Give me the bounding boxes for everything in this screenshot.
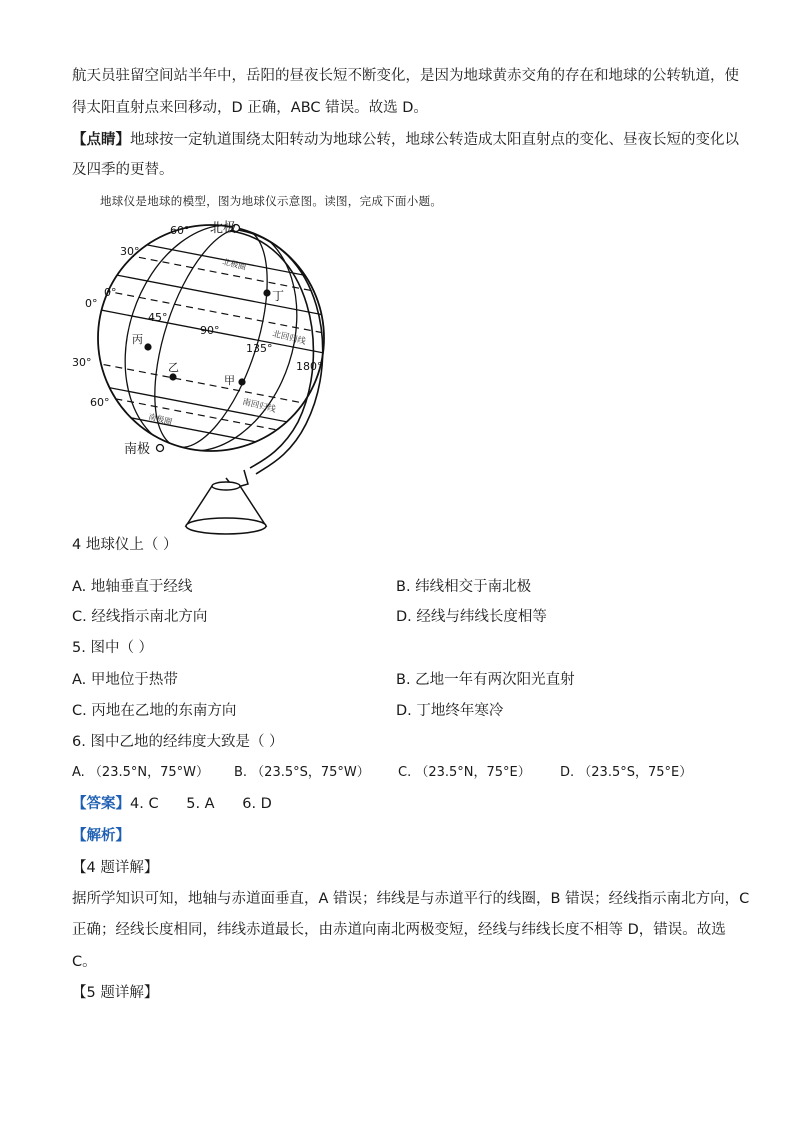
lon-90-label: 90°: [200, 324, 220, 337]
intro-line-1: 航天员驻留空间站半年中，岳阳的昼夜长短不断变化，是因为地球黄赤交角的存在和地球的公转轨道，使: [72, 68, 739, 84]
answer-tag: 【答案】: [72, 796, 130, 812]
detail4-line-1: 据所学知识可知，地轴与赤道面垂直，A 错误；纬线是与赤道平行的线圈，B 错误；经线指示南北方向，C: [72, 891, 750, 907]
north-pole-label: 北极: [210, 221, 237, 236]
point-yi-label: 乙: [168, 361, 179, 374]
point-jia-dot: [238, 378, 245, 385]
dianjing-tag: 【点睛】: [72, 132, 130, 148]
point-ding-label: 丁: [272, 289, 285, 303]
q4-option-d: D. 经线与纬线长度相等: [396, 609, 547, 625]
q4-option-a: A. 地轴垂直于经线: [72, 579, 193, 595]
q6-stem: 6. 图中乙地的经纬度大致是（ ）: [72, 734, 284, 750]
lat-60-bottom-label: 60°: [90, 396, 110, 409]
arctic-circle-label: 北极圈: [221, 257, 247, 272]
tropic-capricorn-label: 南回归线: [241, 397, 277, 416]
q5-option-d: D. 丁地终年寒冷: [396, 703, 504, 719]
dianjing-line-1: [72, 130, 739, 150]
point-jia-label: 甲: [224, 374, 235, 387]
detail5-tag: 【5 题详解】: [72, 985, 159, 1001]
lat-0-outer-label: 0°: [85, 297, 98, 310]
point-bing-label: 丙: [132, 333, 143, 346]
q4-stem: 4 地球仪上（ ）: [72, 537, 178, 553]
lat-30-bottom-label: 30°: [72, 356, 92, 369]
intro-line-2: 得太阳直射点来回移动，D 正确，ABC 错误。故选 D。: [72, 100, 428, 116]
globe-figure: [60, 212, 350, 542]
point-yi-dot: [169, 373, 176, 380]
q6-option-b: B. （23.5°S，75°W）: [234, 765, 370, 780]
detail4-tag: 【4 题详解】: [72, 860, 159, 876]
point-bing-dot: [144, 343, 151, 350]
antarctic-circle-label: 南极圈: [147, 412, 173, 427]
figure-caption: 地球仪是地球的模型，图为地球仪示意图。读图，完成下面小题。: [100, 194, 443, 208]
q6-option-d: D. （23.5°S，75°E）: [560, 765, 693, 780]
q6-option-a: A. （23.5°N，75°W）: [72, 765, 209, 780]
lat-60-top-label: 60°: [170, 224, 190, 237]
q6-option-c: C. （23.5°N，75°E）: [398, 765, 531, 780]
dianjing-line-2: 及四季的更替。: [72, 162, 174, 178]
lon-135-label: 135°: [246, 342, 273, 355]
tropic-cancer-label: 北回归线: [271, 329, 307, 348]
lon-45-label: 45°: [148, 311, 168, 324]
point-ding-dot: [263, 289, 270, 296]
answer-values: 4. C 5. A 6. D: [130, 796, 272, 812]
south-pole-label: 南极: [124, 442, 151, 457]
meridian-ellipse-inner: [132, 215, 290, 460]
answer-line: [72, 794, 272, 814]
south-pole-marker: [157, 445, 164, 452]
q5-option-c: C. 丙地在乙地的东南方向: [72, 703, 237, 719]
dianjing-text-1: 地球按一定轨道围绕太阳转动为地球公转，地球公转造成太阳直射点的变化、昼夜长短的变化以: [130, 132, 739, 148]
q5-stem: 5. 图中（ ）: [72, 640, 154, 656]
lat-30-top-label: 30°: [120, 245, 140, 258]
q4-option-c: C. 经线指示南北方向: [72, 609, 208, 625]
analysis-tag: 【解析】: [72, 828, 130, 844]
q5-option-a: A. 甲地位于热带: [72, 672, 178, 688]
q4-option-b: B. 纬线相交于南北极: [396, 579, 532, 595]
lat-0-inner-label: 0°: [104, 286, 117, 299]
detail4-line-2: 正确；经线长度相同，纬线赤道最长，由赤道向南北两极变短，经线与纬线长度不相等 D，错误。故选: [72, 922, 726, 938]
q5-option-b: B. 乙地一年有两次阳光直射: [396, 672, 575, 688]
detail4-line-3: C。: [72, 954, 97, 970]
q6-options: [72, 763, 692, 783]
lon-180-label: 180°: [296, 360, 323, 373]
